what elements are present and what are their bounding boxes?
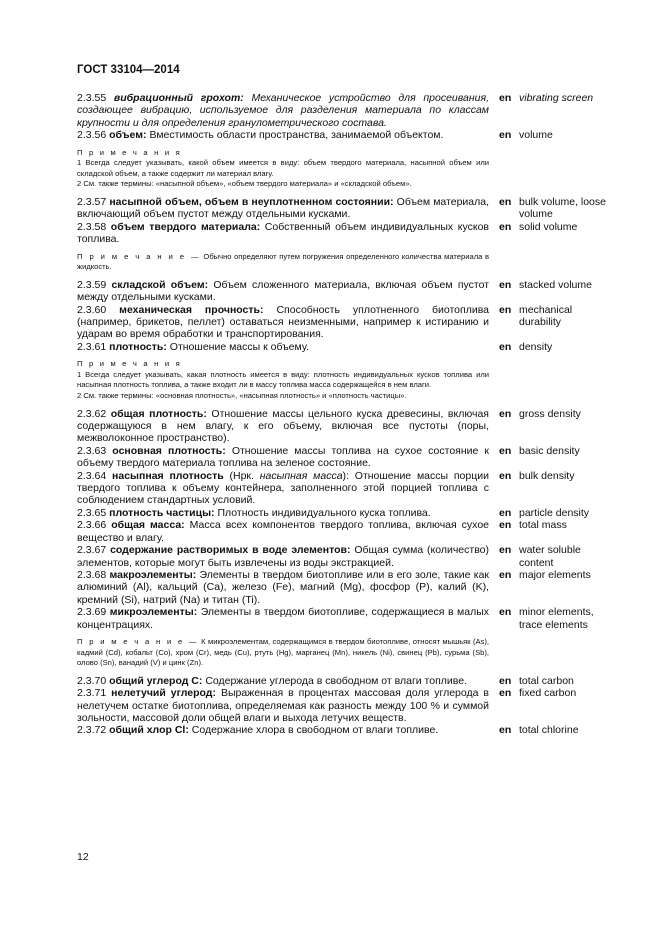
english-term: basic density [519,444,580,457]
term-entry-2-3-60 [77,304,615,341]
english-term: total carbon [519,674,574,687]
lang-code: en [499,724,512,737]
term-entry-2-3-63 [77,445,615,470]
note-text: К микроэлементам, содержащимся в твердом биотопливе, относят мышьяк (As), кадмий (Cd), кобальт (Co), хром (Cr), медь (Cu), ртуть (Hg), марганец (Mn), никель (Ni), свинец (Pb), сурьма (Sb), олово (Sn), ванадий (V) и цинк (Zn). [77,636,489,668]
term-entry-2-3-69 [77,606,615,631]
term-entry-2-3-56 [77,129,615,141]
lang-code: en [499,506,512,519]
term-number: 2.3.62 [77,407,107,420]
term-number: 2.3.68 [77,568,107,581]
english-term: major elements [519,568,591,581]
term-entry-2-3-66 [77,519,615,544]
term-entry-2-3-65 [77,507,615,519]
term-nonrecommended-prefix: (Нрк. [229,469,254,482]
term-definition: Собственный объем индивидуальных кусков топлива. [77,220,489,246]
term-number: 2.3.58 [77,220,107,233]
term-number: 2.3.59 [77,278,107,291]
term-name: вибрационный грохот: [113,92,244,104]
term-name: плотность: [109,340,167,353]
term-definition: Масса всех компонентов твердого топлива, включая сухое вещество и влагу. [77,519,489,544]
lang-code: en [499,92,512,104]
term-entry-2-3-61 [77,341,615,353]
term-entry-2-3-68 [77,569,615,606]
english-term: vibrating screen [519,92,594,104]
note-block [77,359,489,401]
note-title: П р и м е ч а н и е — [77,636,199,646]
english-term: total chlorine [519,724,579,737]
english-term: bulk density [519,469,575,482]
english-term: gross density [519,407,581,420]
term-number: 2.3.65 [77,506,107,519]
term-definition: Элементы в твердом биотопливе, содержащиеся в малых концентрациях. [77,606,490,631]
term-number: 2.3.56 [77,129,107,142]
term-number: 2.3.72 [77,724,107,737]
term-entry-2-3-58 [77,221,615,246]
lang-code: en [499,674,512,687]
term-number: 2.3.63 [77,444,107,457]
term-name: общая масса: [111,519,185,532]
english-term: fixed carbon [519,687,577,700]
note-text: Обычно определяют путем погружения определенного количества материала в жидкость. [77,251,489,272]
note-block [77,148,489,190]
term-name: складской объем: [111,278,209,291]
term-name: микроэлементы: [109,606,198,619]
english-term: total mass [519,519,567,532]
term-name: нелетучий углерод: [111,687,216,700]
term-name: содержание растворимых в воде элементов: [110,544,351,557]
lang-code: en [499,606,512,619]
english-term: mechanical durability [519,303,573,329]
english-term: volume [519,129,553,142]
term-entry-2-3-70 [77,675,615,687]
term-name: объем твердого материала: [110,220,261,233]
term-definition: Отношение массы к объему. [169,340,309,353]
term-definition: Элементы в твердом биотопливе или в его золе, такие как алюминий (Al), кальций (Ca), железо (Fe), магний (Mg), фосфор (P), калий (K), кремний (Si), натрий (Na) и титан (Ti). [77,568,489,606]
term-name: насыпная плотность [112,469,224,482]
english-term: bulk volume, loose volume [519,196,606,221]
term-name: общий углерод С: [109,674,203,687]
lang-code: en [499,278,512,291]
lang-code: en [499,340,512,353]
term-entry-2-3-59 [77,279,615,304]
term-definition: Механическое устройство для просеивания, создающее вибрацию, используемое для разделения материала по классам крупности и для определения гранулометрического состава. [77,92,490,129]
english-term: density [519,340,553,353]
term-number: 2.3.55 [77,92,107,104]
note-block [77,252,489,273]
note-line: 1 Всегда следует указывать, какая плотность имеется в виду: плотность индивидуальных кусков топлива или насыпная плотность топлива, а также входит ли в массу топлива масса содержащейся в нем влаги. [77,369,489,390]
term-number: 2.3.69 [77,606,107,619]
document-header: ГОСТ 33104—2014 [77,64,180,76]
term-entry-2-3-57 [77,196,615,221]
term-entry-2-3-72 [77,724,615,736]
term-number: 2.3.71 [77,687,107,700]
term-number: 2.3.61 [77,340,107,353]
note-block [77,637,489,669]
term-entry-2-3-62 [77,408,615,445]
term-number: 2.3.60 [77,303,107,316]
term-nonrecommended: насыпная масса [259,469,343,482]
lang-code: en [499,407,512,420]
term-number: 2.3.57 [77,196,107,208]
english-term: minor elements, trace elements [519,606,594,631]
lang-code: en [499,220,512,233]
term-name: плотность частицы: [109,506,215,519]
note-title: П р и м е ч а н и я [77,147,182,157]
note-title: П р и м е ч а н и е — [77,251,201,261]
term-entry-2-3-67 [77,544,615,569]
english-term: water soluble content [519,544,581,569]
term-definition: Отношение массы топлива на сухое состояние к объему твердого материала топлива на зеленое состояние. [77,444,490,470]
terms-list [77,92,615,737]
term-definition: Вместимость области пространства, занимаемой объектом. [149,129,444,142]
term-definition: ): Отношение массы порции твердого топлива к объему контейнера, заполненного этой порцией топлива с соблюдением стандартных условий. [77,469,489,507]
term-definition: Общая сумма (количество) элементов, которые могут быть извлечены из воды экстракцией. [77,544,489,569]
term-name: механическая прочность: [119,303,264,316]
note-title: П р и м е ч а н и я [77,359,182,369]
lang-code: en [499,444,512,457]
term-definition: Отношение массы цельного куска древесины, включая содержащуюся в нем влагу, к его объему, включая все пустоты (поры, межволоконное пространство). [77,407,489,445]
term-name: макроэлементы: [109,568,197,581]
note-line: 1 Всегда следует указывать, какой объем имеется в виду: объем твердого материала, насыпной объем или складской объем, а также содержит ли материал влагу. [77,158,489,178]
term-name: общий хлор Cl: [109,724,189,737]
term-number: 2.3.70 [77,674,107,687]
term-entry-2-3-64 [77,470,615,507]
lang-code: en [499,568,512,581]
term-name: основная плотность: [112,444,226,457]
term-entry-2-3-55 [77,92,615,129]
term-definition: Объем материала, включающий объем пустот между отдельными кусками. [77,196,489,221]
lang-code: en [499,196,512,208]
lang-code: en [499,519,512,532]
note-line: 2 См. также термины: «основная плотность», «насыпная плотность» и «плотность частицы». [77,391,407,401]
term-definition: Плотность индивидуального куска топлива. [217,506,431,519]
english-term: stacked volume [519,278,592,291]
page-number: 12 [77,851,89,863]
term-definition: Объем сложенного материала, включая объем пустот между отдельными кусками. [77,278,490,304]
term-number: 2.3.66 [77,519,107,532]
english-term: particle density [519,506,590,519]
term-name: объем: [109,129,147,142]
english-term: solid volume [519,220,578,233]
term-name: общая плотность: [110,407,207,420]
term-definition: Содержание хлора в свободном от влаги топливе. [191,724,439,737]
lang-code: en [499,129,512,142]
term-definition: Выраженная в процентах массовая доля углерода в нелетучем остатке биотоплива, определяемая как разность между 100 % и суммой зольности, массовой доли общей влаги и выхода летучих веществ. [77,687,490,724]
note-line: 2 См. также термины: «насыпной объем», «объем твердого материала» и «складской объем». [77,179,412,189]
term-entry-2-3-71 [77,687,615,724]
lang-code: en [499,544,512,557]
lang-code: en [499,303,512,316]
lang-code: en [499,687,512,700]
lang-code: en [499,469,512,482]
term-name: насыпной объем, объем в неуплотненном состоянии: [109,196,394,208]
term-definition: Содержание углерода в свободном от влаги топливе. [205,674,467,687]
term-number: 2.3.67 [77,544,107,557]
term-number: 2.3.64 [77,469,107,482]
term-definition: Способность уплотненного биотоплива (например, брикетов, пеллет) оставаться неизменными, например к истиранию и ударам во время обработки и транспортирования. [77,303,489,341]
